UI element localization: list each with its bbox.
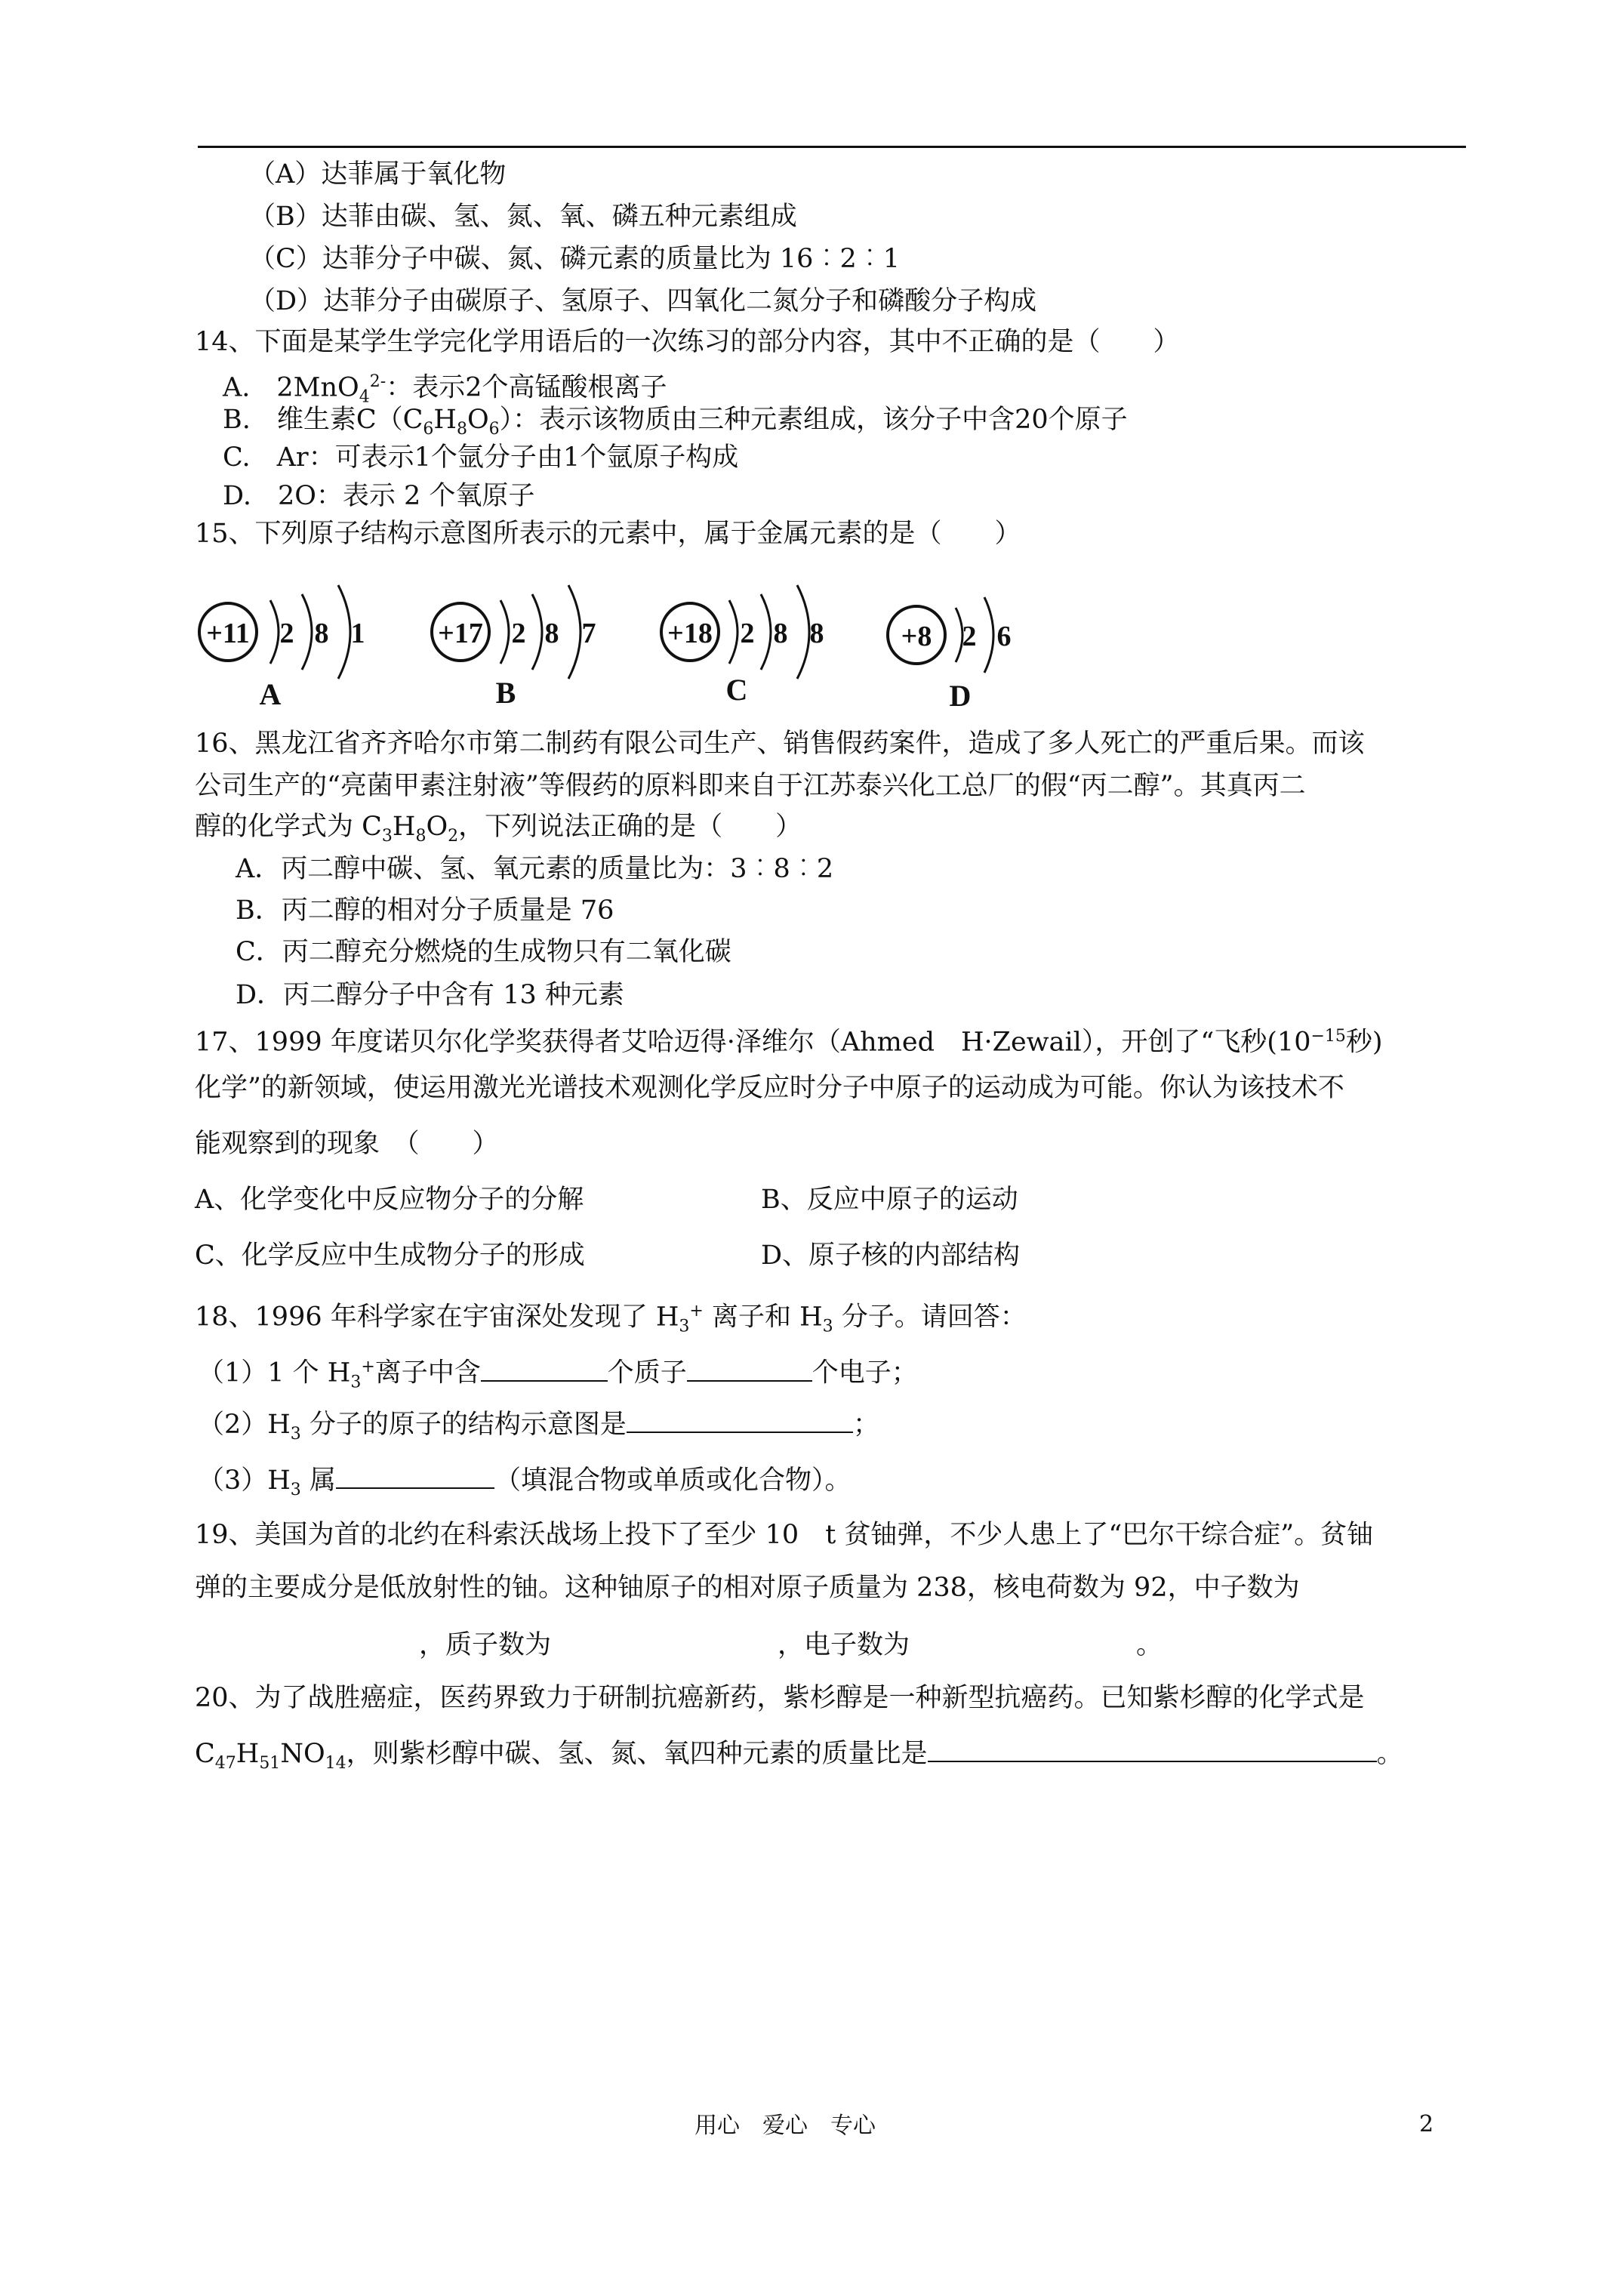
- q16-option-d: D．丙二醇分子中含有 13 种元素: [236, 980, 624, 1010]
- atom-diagram-a: [199, 585, 365, 711]
- svg-text:6: 6: [996, 621, 1012, 652]
- q19-line-2: 弹的主要成分是低放射性的铀。这种铀原子的相对原子质量为 238，核电荷数为 92，中子数为: [195, 1573, 1300, 1603]
- svg-text:+17: +17: [438, 618, 483, 649]
- q13-option-a: （A）达菲属于氧化物: [249, 159, 507, 190]
- q17-option-d: D、原子核的内部结构: [761, 1240, 1021, 1271]
- svg-text:1: 1: [350, 618, 365, 649]
- q16-line-2: 公司生产的“亮菌甲素注射液”等假药的原料即来自于江苏泰兴化工总厂的假“丙二醇”。其真丙二: [195, 771, 1306, 801]
- svg-text:8: 8: [809, 618, 824, 649]
- q13-option-d: （D）达菲分子由碳原子、氢原子、四氧化二氮分子和磷酸分子构成: [249, 286, 1037, 316]
- svg-text:2: 2: [962, 621, 977, 652]
- header-rule: [198, 146, 1466, 148]
- q16-option-a: A．丙二醇中碳、氢、氧元素的质量比为：3︰8︰2: [236, 854, 834, 884]
- footer-motto: 用心 爱心 专心: [694, 2113, 876, 2139]
- q13-option-c: （C）达菲分子中碳、氮、磷元素的质量比为 16︰2︰1: [249, 244, 900, 274]
- svg-text:2: 2: [279, 618, 294, 649]
- q19-line-3: ，质子数为 ，电子数为 。: [419, 1630, 1163, 1660]
- q20-line-1: 20、为了战胜癌症，医药界致力于研制抗癌新药，紫杉醇是一种新型抗癌药。已知紫杉醇的化学式是: [195, 1683, 1365, 1713]
- svg-text:A: A: [259, 677, 282, 711]
- svg-text:7: 7: [581, 618, 596, 649]
- q16-line-1: 16、黑龙江省齐齐哈尔市第二制药有限公司生产、销售假药案件，造成了多人死亡的严重后果。而该: [195, 729, 1365, 759]
- mass-ratio-blank[interactable]: [928, 1737, 1377, 1762]
- q14-option-c: C. Ar：可表示1个氩分子由1个氩原子构成: [223, 442, 739, 473]
- atom-diagram-c: [661, 585, 824, 707]
- q14-option-b: B. 维生素$C(C_6H_8O_6)$：表示该物质由三种元素组成，该分子中含20个原子: [223, 405, 1128, 439]
- q18-stem: 18、1996 年科学家在宇宙深处发现了 $H_3^+$ 离子和 $H_3$ 分子。请回答：: [195, 1302, 1027, 1336]
- q18-part-3: $(3)H_3$ 属 （填混合物或单质或化合物）。: [198, 1463, 851, 1506]
- q17-option-a: A、化学变化中反应物分子的分解: [195, 1185, 584, 1215]
- svg-text:2: 2: [511, 618, 526, 649]
- q16-option-b: B．丙二醇的相对分子质量是 76: [236, 895, 614, 926]
- q16-line-3: 醇的化学式为 $C_3H_8O_2$，下列说法正确的是（ ）: [195, 812, 802, 846]
- proton-count-blank[interactable]: [481, 1356, 608, 1382]
- atom-diagram-d: [888, 597, 1012, 713]
- atom-structure-diagrams: [195, 562, 1012, 713]
- structure-diagram-blank[interactable]: [627, 1407, 853, 1433]
- q18-part-2: $(2)H_3$ 分子的原子的结构示意图是 ；: [198, 1407, 879, 1450]
- svg-text:+8: +8: [901, 621, 932, 652]
- page-number: 2: [1419, 2111, 1434, 2137]
- q17-line-2: 化学”的新领域，使运用激光光谱技术观测化学反应时分子中原子的运动成为可能。你认为该技术不: [195, 1073, 1344, 1103]
- svg-text:D: D: [949, 679, 972, 713]
- atom-diagram-b: [432, 585, 596, 710]
- svg-text:+11: +11: [206, 618, 250, 649]
- svg-text:C: C: [725, 673, 748, 707]
- substance-type-blank[interactable]: [336, 1463, 494, 1489]
- svg-text:B: B: [495, 676, 516, 710]
- q16-option-c: C．丙二醇充分燃烧的生成物只有二氧化碳: [236, 937, 731, 967]
- q17-line-1: 17、1999 年度诺贝尔化学奖获得者艾哈迈得·泽维尔（Ahmed H·Zewail），开创了“飞秒($10^{-15}$秒): [195, 1027, 1383, 1058]
- q14-stem: 14、下面是某学生学完化学用语后的一次练习的部分内容，其中不正确的是（ ）: [195, 327, 1180, 357]
- electron-count-blank[interactable]: [687, 1356, 812, 1382]
- svg-text:2: 2: [740, 618, 755, 649]
- svg-text:8: 8: [773, 618, 788, 649]
- q13-option-b: （B）达菲由碳、氢、氮、氧、磷五种元素组成: [249, 202, 797, 232]
- q14-option-a: A. 2MnO$_4^{2-}$：表示2个高锰酸根离子: [223, 372, 667, 407]
- svg-text:+18: +18: [667, 618, 713, 649]
- q20-line-2: $C_{47}H_{51}NO_{14}$，则紫杉醇中碳、氢、氮、氧四种元素的质量比是 。: [195, 1737, 1403, 1780]
- q18-part-1: （1）1 个 $H_3^+$离子中含 个质子 个电子；: [198, 1351, 918, 1399]
- q17-option-b: B、反应中原子的运动: [761, 1185, 1018, 1215]
- q15-stem: 15、下列原子结构示意图所表示的元素中，属于金属元素的是（ ）: [195, 519, 1021, 549]
- q17-line-3: 能观察到的现象 （ ）: [195, 1129, 499, 1159]
- q19-line-1: 19、美国为首的北约在科索沃战场上投下了至少 10 t 贫铀弹，不少人患上了“巴尔干综合症”。贫铀: [195, 1520, 1374, 1550]
- q14-option-d: D. 2O：表示 2 个氧原子: [223, 481, 535, 511]
- q17-option-c: C、化学反应中生成物分子的形成: [195, 1240, 585, 1271]
- svg-text:8: 8: [314, 618, 329, 649]
- svg-text:8: 8: [544, 618, 559, 649]
